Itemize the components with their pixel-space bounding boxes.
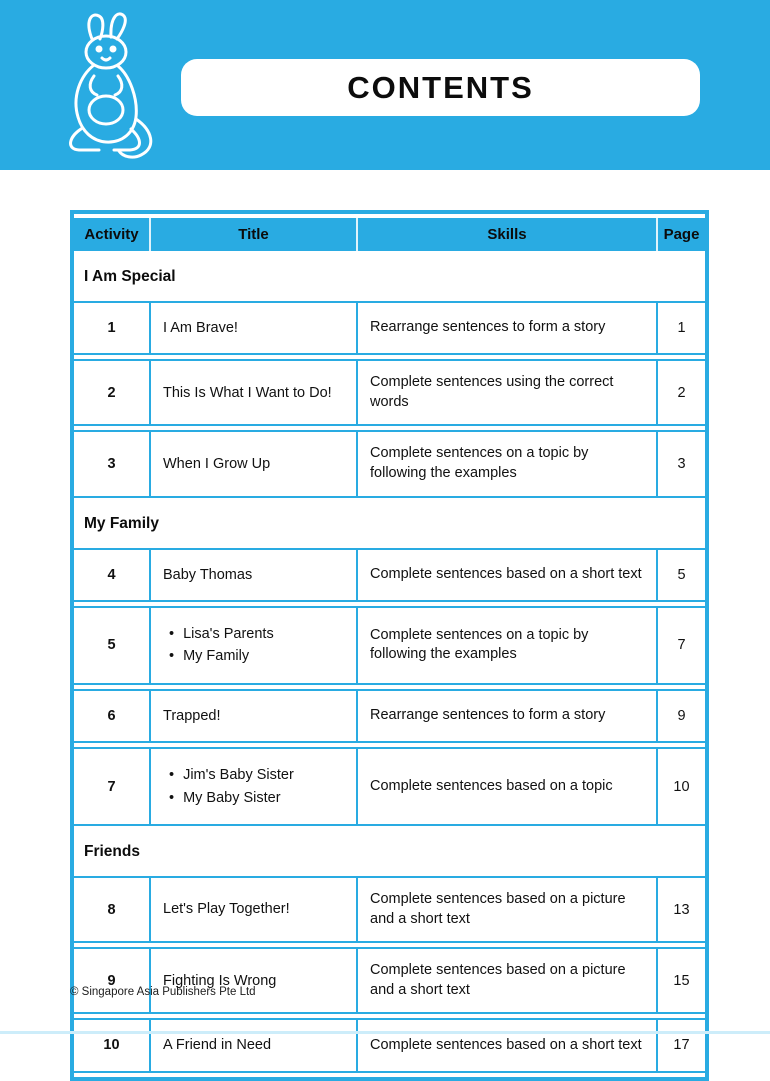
column-header-page: Page <box>656 218 705 251</box>
table-row <box>74 359 705 426</box>
row-skills: Rearrange sentences to form a story <box>356 301 656 355</box>
activity-number: 4 <box>74 548 149 602</box>
bullet-item <box>163 787 344 809</box>
contents-table-wrap <box>70 210 701 1081</box>
row-page: 10 <box>656 747 705 826</box>
column-header-skills: Skills <box>356 218 656 251</box>
bullet-text: My Family <box>183 648 250 665</box>
section-title: My Family <box>74 502 705 544</box>
table-row <box>74 747 705 826</box>
row-page: 3 <box>656 430 705 497</box>
row-skills: Complete sentences based on a short text <box>356 1018 656 1072</box>
bullet-text: Jim's Baby Sister <box>183 767 294 784</box>
row-title: When I Grow Up <box>149 430 356 497</box>
row-skills: Complete sentences based on a picture and a short text <box>356 876 656 943</box>
row-title: This Is What I Want to Do! <box>149 359 356 426</box>
column-header-title: Title <box>149 218 356 251</box>
row-skills: Complete sentences based on a topic <box>356 747 656 826</box>
row-title: Fighting Is Wrong <box>149 947 356 1014</box>
activity-number: 2 <box>74 359 149 426</box>
kangaroo-icon <box>36 8 176 163</box>
bullet-icon: • <box>169 767 175 784</box>
row-skills: Complete sentences on a topic by following the examples <box>356 606 656 685</box>
activity-number: 6 <box>74 689 149 743</box>
row-skills: Complete sentences using the correct words <box>356 359 656 426</box>
bullet-icon: • <box>169 648 175 665</box>
activity-number: 8 <box>74 876 149 943</box>
activity-number: 9 <box>74 947 149 1014</box>
section-row <box>74 255 705 297</box>
table-row <box>74 689 705 743</box>
contents-table-body <box>74 255 705 1073</box>
activity-number: 10 <box>74 1018 149 1072</box>
row-page: 1 <box>656 301 705 355</box>
table-row <box>74 1018 705 1072</box>
table-row <box>74 548 705 602</box>
row-page: 17 <box>656 1018 705 1072</box>
column-header-activity: Activity <box>74 218 149 251</box>
table-row <box>74 606 705 685</box>
bullet-icon: • <box>169 625 175 642</box>
row-skills: Complete sentences based on a short text <box>356 548 656 602</box>
section-row <box>74 502 705 544</box>
section-title: Friends <box>74 830 705 872</box>
bullet-item <box>163 764 344 786</box>
copyright-text: © Singapore Asia Publishers Pte Ltd <box>70 986 256 998</box>
row-title: Trapped! <box>149 689 356 743</box>
table-row <box>74 430 705 497</box>
row-skills: Complete sentences on a topic by following the examples <box>356 430 656 497</box>
table-row <box>74 301 705 355</box>
header-band <box>0 0 770 170</box>
activity-number: 5 <box>74 606 149 685</box>
bullet-text: Lisa's Parents <box>183 625 274 642</box>
table-row <box>74 876 705 943</box>
section-title: I Am Special <box>74 255 705 297</box>
activity-number: 7 <box>74 747 149 826</box>
page-bottom-strip <box>0 1031 770 1034</box>
bullet-item <box>163 623 344 645</box>
contents-table <box>70 210 709 1081</box>
row-page: 13 <box>656 876 705 943</box>
row-skills: Complete sentences based on a picture and a short text <box>356 947 656 1014</box>
bullet-item <box>163 645 344 667</box>
row-page: 7 <box>656 606 705 685</box>
page-title: CONTENTS <box>347 69 534 105</box>
row-skills: Rearrange sentences to form a story <box>356 689 656 743</box>
bullet-text: My Baby Sister <box>183 789 281 806</box>
row-title: A Friend in Need <box>149 1018 356 1072</box>
row-page: 15 <box>656 947 705 1014</box>
row-page: 9 <box>656 689 705 743</box>
table-header-row <box>74 218 705 251</box>
row-title: Baby Thomas <box>149 548 356 602</box>
section-row <box>74 830 705 872</box>
activity-number: 1 <box>74 301 149 355</box>
row-title <box>149 606 356 685</box>
bullet-icon: • <box>169 789 175 806</box>
row-page: 5 <box>656 548 705 602</box>
row-title <box>149 747 356 826</box>
activity-number: 3 <box>74 430 149 497</box>
table-row <box>74 947 705 1014</box>
title-plate <box>181 59 700 116</box>
row-title: Let's Play Together! <box>149 876 356 943</box>
row-page: 2 <box>656 359 705 426</box>
row-title: I Am Brave! <box>149 301 356 355</box>
